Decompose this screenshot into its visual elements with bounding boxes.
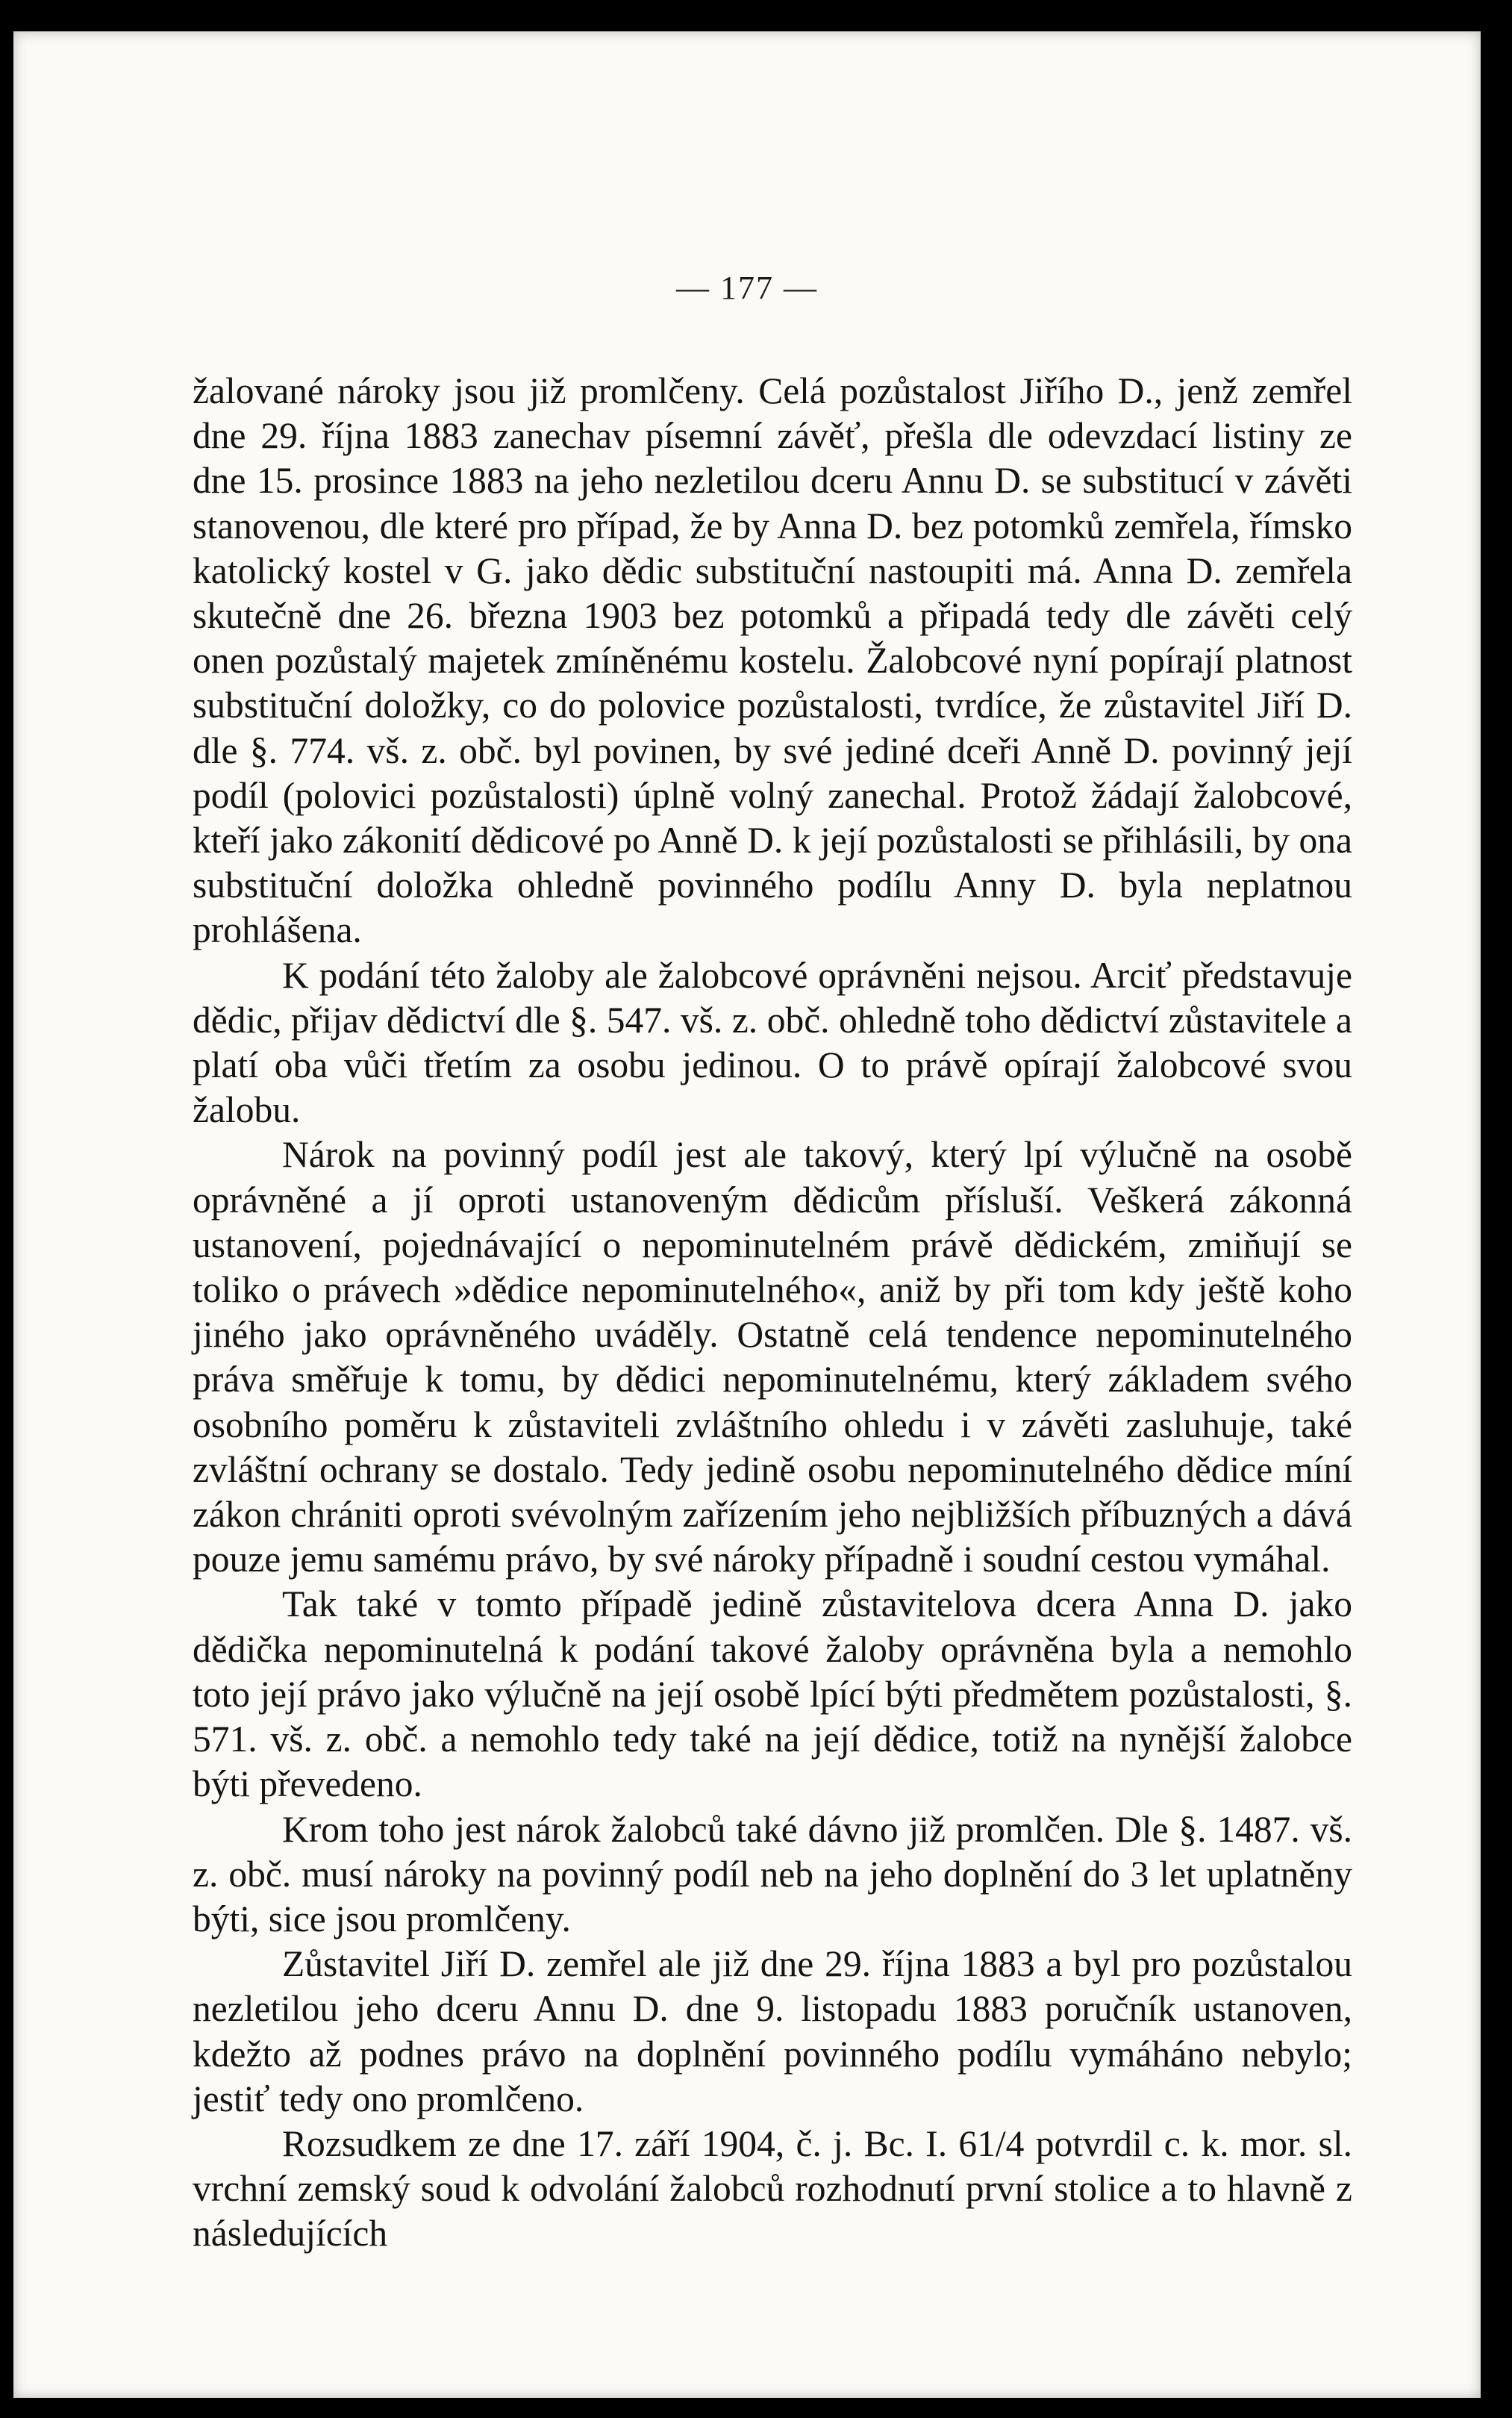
paragraph-7: Rozsudkem ze dne 17. září 1904, č. j. Bc. I. 61/4 potvrdil c. k. mor. sl. vrchní zemský soud k odvolání žalobců rozhodnutí první stolice a to hlavně z následujících: [193, 2122, 1352, 2255]
paragraph-4: Tak také v tomto případě jedině zůstavitelova dcera Anna D. jako dědička nepominutelná k podání takové žaloby oprávněna byla a nemohlo toto její právo jako výlučně na její osobě lpící býti předmětem pozůstalosti, §. 571. vš. z. obč. a nemohlo tedy také na její dědice, totiž na nynější žalobce býti převedeno.: [193, 1583, 1352, 1805]
scanned-page: [13, 31, 1481, 2398]
body-text: [193, 369, 1352, 2257]
paragraph-2: K podání této žaloby ale žalobcové oprávněni nejsou. Arciť představuje dědic, přijav dědictví dle §. 547. vš. z. obč. ohledně toho dědictví zůstavitele a platí oba vůči třetím za osobu jedinou. O to právě opírají žalobcové svou žalobu.: [193, 954, 1352, 1131]
page-number: — 177 —: [676, 269, 818, 306]
paragraph-3: Nárok na povinný podíl jest ale takový, který lpí výlučně na osobě oprávněné a jí oproti ustanoveným dědicům přísluší. Veškerá zákonná ustanovení, pojednávající o nepominutelném právě dědickém, zmiňují se toliko o právech »dědice nepominutelného«, aniž by při tom kdy ještě koho jiného jako oprávněného uváděly. Ostatně celá tendence nepominutelného práva směřuje k tomu, by dědici nepominutelnému, který základem svého osobního poměru k zůstaviteli zvláštního ohledu i v závěti zasluhuje, také zvláštní ochrany se dostalo. Tedy jedině osobu nepominutelného dědice míní zákon chrániti oproti svévolným zařízením jeho nejbližších příbuzných a dává pouze jemu samému právo, by své nároky případně i soudní cestou vymáhal.: [193, 1134, 1352, 1580]
scan-border: [1481, 0, 1512, 2418]
paragraph-1: žalované nároky jsou již promlčeny. Celá pozůstalost Jiřího D., jenž zemřel dne 29. října 1883 zanechav písemní závěť, přešla dle odevzdací listiny ze dne 15. prosince 1883 na jeho nezletilou dceru Annu D. se substitucí v závěti stanovenou, dle které pro případ, že by Anna D. bez potomků zemřela, římsko katolický kostel v G. jako dědic substituční nastoupiti má. Anna D. zemřela skutečně dne 26. března 1903 bez potomků a připadá tedy dle závěti celý onen pozůstalý majetek zmíněnému kostelu. Žalobcové nyní popírají platnost substituční doložky, co do polovice pozůstalosti, tvrdíce, že zůstavitel Jiří D. dle §. 774. vš. z. obč. byl povinen, by své jediné dceři Anně D. povinný její podíl (polovici pozůstalosti) úplně volný zanechal. Protož žádají žalobcové, kteří jako zákonití dědicové po Anně D. k její pozůstalosti se přihlásili, by ona substituční doložka ohledně povinného podílu Anny D. byla neplatnou prohlášena.: [193, 370, 1352, 951]
paragraph-5: Krom toho jest nárok žalobců také dávno již promlčen. Dle §. 1487. vš. z. obč. musí nároky na povinný podíl neb na jeho doplnění do 3 let uplatněny býti, sice jsou promlčeny.: [193, 1808, 1352, 1939]
paragraph-6: Zůstavitel Jiří D. zemřel ale již dne 29. října 1883 a byl pro pozůstalou nezletilou jeho dceru Annu D. dne 9. listopadu 1883 poručník ustanoven, kdežto až podnes právo na doplnění povinného podílu vymáháno nebylo; jestiť tedy ono promlčeno.: [193, 1943, 1352, 2119]
